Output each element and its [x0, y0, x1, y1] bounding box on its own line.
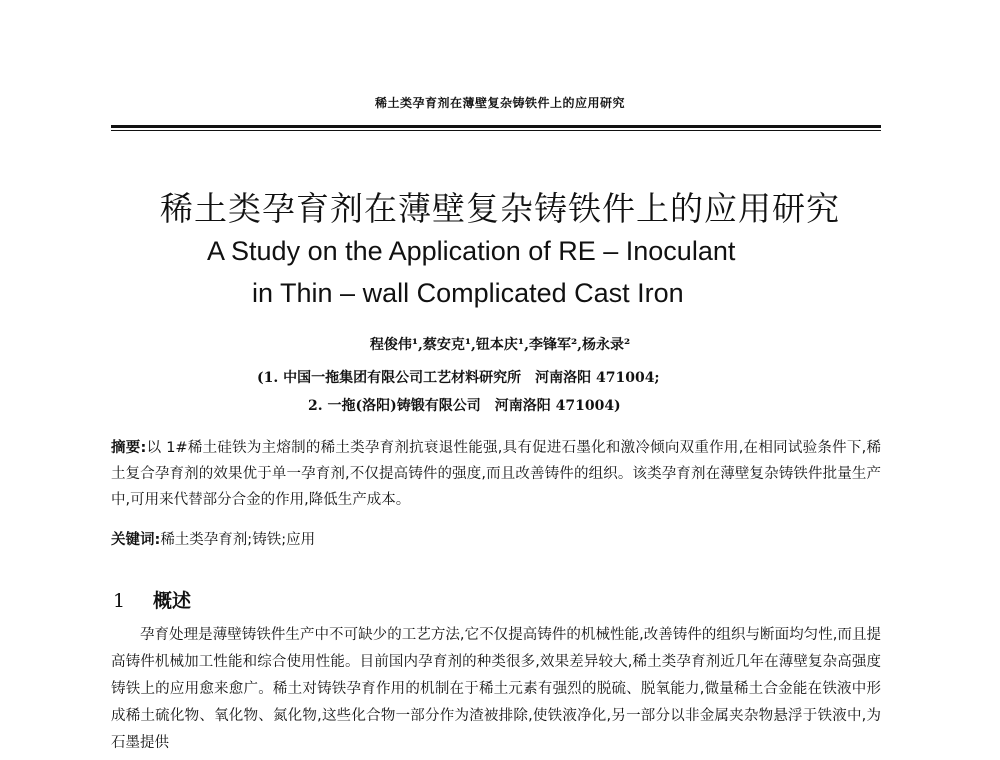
title-english-line1: A Study on the Application of RE – Inoculant: [207, 236, 736, 266]
section-number: 1: [113, 590, 126, 612]
keywords-text: 稀土类孕育剂;铸铁;应用: [160, 532, 316, 548]
keywords: [111, 528, 315, 549]
header-rule-thin: [111, 130, 881, 131]
abstract-label: 摘要:: [111, 440, 147, 456]
section-title: 概述: [153, 590, 192, 612]
title-chinese: 稀土类孕育剂在薄壁复杂铸铁件上的应用研究: [160, 189, 840, 228]
running-header: 稀土类孕育剂在薄壁复杂铸铁件上的应用研究: [374, 96, 625, 110]
affiliation-line2: 2. 一拖(洛阳)铸锻有限公司 河南洛阳 471004): [308, 398, 621, 414]
author-list: 程俊伟¹,蔡安克¹,钮本庆¹,李锋军²,杨永录²: [369, 337, 631, 353]
affiliation-line1: (1. 中国一拖集团有限公司工艺材料研究所 河南洛阳 471004;: [257, 370, 660, 386]
title-english-line2: in Thin – wall Complicated Cast Iron: [252, 278, 684, 308]
keywords-label: 关键词:: [111, 532, 161, 548]
section-heading: [113, 586, 191, 613]
header-rule-thick: [111, 125, 881, 128]
body-paragraph: 孕育处理是薄壁铸铁件生产中不可缺少的工艺方法,它不仅提高铸件的机械性能,改善铸件的组织与断面均匀性,而且提高铸件机械加工性能和综合使用性能。目前国内孕育剂的种类很多,效果差异较大,稀土类孕育剂近几年在薄壁复杂高强度铸铁上的应用愈来愈广。稀土对铸铁孕育作用的机制在于稀土元素有强烈的脱硫、脱氧能力,微量稀土合金能在铁液中形成稀土硫化物、氧化物、氮化物,这些化合物一部分作为渣被排除,使铁液净化,另一部分以非金属夹杂物悬浮于铁液中,为石墨提供: [111, 627, 881, 751]
abstract-text: 以 1#稀土硅铁为主熔制的稀土类孕育剂抗衰退性能强,具有促进石墨化和激冷倾向双重作用,在相同试验条件下,稀土复合孕育剂的效果优于单一孕育剂,不仅提高铸件的强度,而且改善铸件的组织。该类孕育剂在薄壁复杂铸铁件批量生产中,可用来代替部分合金的作用,降低生产成本。: [111, 440, 881, 508]
abstract: [111, 435, 881, 513]
